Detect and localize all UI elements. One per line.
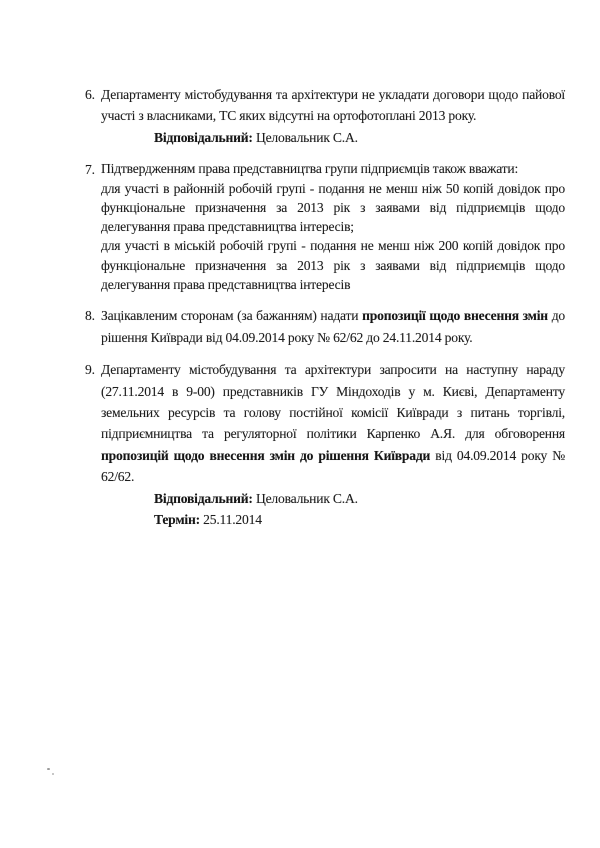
item-6-text-run: Департаменту містобудування та архітектури не укладати договори щодо пайової участі з власниками, ТС яких відсутні на ортофотоплані 2013 року.: [101, 87, 565, 124]
item-9-text-bold: пропозицій щодо внесення змін до рішення Київради: [101, 447, 431, 463]
term-label: Термін:: [154, 511, 200, 527]
item-9-text-start: Департаменту містобудування та архітектури запросити на наступну нараду (27.11.2014 в 9-00) представників ГУ Міндоходів у м. Києві, Департаменту земельних ресурсів та голову постійної комісії Київради з питань торгівлі, підприємництва та регуляторної політики Карпенко А.Я. для обговорення: [101, 362, 565, 442]
item-8-text: [101, 305, 565, 348]
item-7-clause-city-run: для участі в міській робочій групі - подання не менш ніж 200 копій довідок про функціональне призначення за 2013 рік з заявами від підприємців щодо делегування права представництва інтересів: [101, 238, 565, 292]
item-9-text: [101, 359, 565, 487]
item-7-intro-run: Підтвердженням права представництва групи підприємців також вважати:: [101, 161, 519, 177]
responsible-label: Відповідальний:: [154, 129, 253, 145]
item-8-text-end: до рішення Київради від 04.09.2014 року № 62/62 до 24.11.2014 року.: [101, 308, 566, 345]
responsible-label: Відповідальний:: [154, 490, 253, 506]
responsible-value: Целовальник С.А.: [255, 490, 358, 506]
item-8-number: 8.: [85, 308, 95, 324]
item-8-text-bold: пропозиції щодо внесення змін: [362, 308, 548, 324]
scan-artifact-speck: [52, 773, 54, 775]
list-item-7: [85, 159, 565, 294]
item-6-body: [101, 84, 565, 148]
term-value: 25.11.2014: [203, 511, 262, 527]
item-7-body: [101, 159, 565, 294]
item-8-body: [101, 305, 565, 348]
scan-artifact-speck: [47, 768, 50, 770]
item-7-clause-district: [101, 179, 565, 237]
item-7-clause-city: [101, 236, 565, 294]
item-9-responsible-line: [154, 488, 565, 509]
item-7-clause-district-run: для участі в районній робочій групі - подання не менш ніж 50 копій довідок про функціональне призначення за 2013 рік з заявами від підприємців щодо делегування права представництва інтересів;: [101, 180, 565, 235]
item-9-number: 9.: [85, 362, 95, 378]
list-item-9: [85, 359, 565, 530]
item-6-responsible-line: [154, 127, 565, 148]
item-7-intro: [101, 159, 565, 178]
item-6-text: [101, 84, 565, 127]
item-6-number: 6.: [85, 87, 95, 102]
responsible-value: Целовальник С.А.: [255, 129, 358, 145]
document-body: [85, 84, 565, 541]
item-9-term-line: [154, 509, 565, 530]
item-9-text-end: від 04.09.2014 року № 62/62.: [101, 447, 565, 485]
item-7-number: 7.: [85, 162, 95, 178]
list-item-8: [85, 305, 565, 348]
item-8-text-start: Зацікавленим сторонам (за бажанням) надати: [101, 308, 359, 324]
list-item-6: [85, 84, 565, 148]
item-9-body: [101, 359, 565, 530]
